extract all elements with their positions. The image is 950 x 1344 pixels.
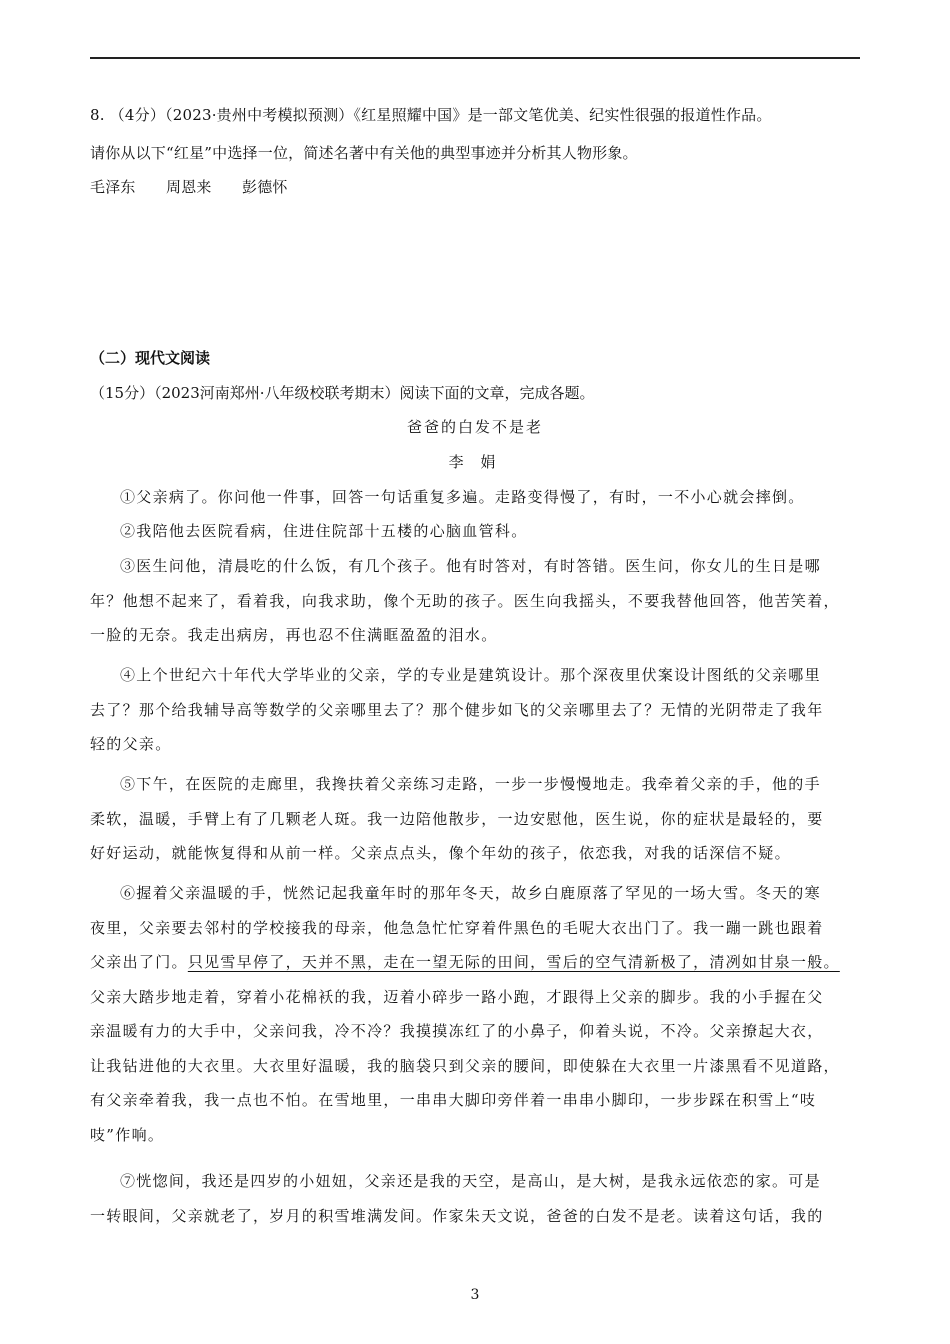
paragraph-2 bbox=[90, 514, 854, 549]
text-line: 柔软，温暖，手臂上有了几颗老人斑。我一边陪他散步，一边安慰他，医生说，你的症状是最轻的，要 bbox=[90, 809, 824, 828]
text-line: 一转眼间，父亲就老了，岁月的积雪堆满发间。作家朱天文说，爸爸的白发不是老。读着这句话，我的 bbox=[90, 1206, 824, 1225]
paragraph-5 bbox=[90, 767, 854, 871]
plain-text: 父亲出了门。 bbox=[90, 953, 188, 971]
paragraph-1 bbox=[90, 480, 854, 515]
text-line: ②我陪他去医院看病，住进住院部十五楼的心脑血管科。 bbox=[120, 522, 528, 540]
section-intro: （15分）（2023河南郑州·八年级校联考期末）阅读下面的文章，完成各题。 bbox=[90, 384, 595, 402]
text-line: ③医生问他，清晨吃的什么饭，有几个孩子。他有时答对，有时答错。医生问，你女儿的生日是哪 bbox=[120, 557, 821, 575]
text-line: ⑦恍惚间，我还是四岁的小妞妞，父亲还是我的天空，是高山，是大树，是我永远依恋的家。可是 bbox=[120, 1172, 821, 1190]
paragraph-3 bbox=[90, 549, 854, 653]
section-title: （二）现代文阅读 bbox=[90, 349, 211, 367]
article-title: 爸爸的白发不是老 bbox=[406, 418, 543, 436]
question-8-line-2: 请你从以下“红星”中选择一位，简述名著中有关他的典型事迹并分析其人物形象。 bbox=[90, 144, 638, 162]
question-8-line-1: 8. （4分）（2023·贵州中考模拟预测）《红星照耀中国》是一部文笔优美、纪实性很强的报道性作品。 bbox=[90, 106, 772, 124]
text-line: ⑤下午，在医院的走廊里，我搀扶着父亲练习走路，一步一步慢慢地走。我牵着父亲的手，他的手 bbox=[120, 775, 821, 793]
text-line: 父亲大踏步地走着，穿着小花棉袄的我，迈着小碎步一路小跑，才跟得上父亲的脚步。我的小手握在父 bbox=[90, 987, 824, 1006]
article-author: 李 娟 bbox=[448, 453, 502, 471]
paragraph-7 bbox=[90, 1164, 854, 1233]
text-line: ①父亲病了。你问他一件事，回答一句话重复多遍。走路变得慢了，有时，一不小心就会摔倒。 bbox=[120, 488, 805, 506]
text-line-with-underline bbox=[90, 945, 854, 980]
text-line: 好好运动，就能恢复得和从前一样。父亲点点头，像个年幼的孩子，依恋我，对我的话深信不疑。 bbox=[90, 844, 791, 862]
paragraph-6 bbox=[90, 876, 854, 1152]
underlined-sentence: 只见雪早停了，天并不黑，走在一望无际的田间，雪后的空气清新极了，清冽如甘泉一般。 bbox=[187, 953, 840, 971]
text-line: 一脸的无奈。我走出病房，再也忍不住满眶盈盈的泪水。 bbox=[90, 626, 498, 644]
text-line: 年？他想不起来了，看着我，向我求助，像个无助的孩子。医生向我摇头，不要我替他回答，他苦笑着， bbox=[90, 591, 840, 610]
text-line: 让我钻进他的大衣里。大衣里好温暖，我的脑袋只到父亲的腰间，即使躲在大衣里一片漆黑看不见道路， bbox=[90, 1056, 840, 1075]
text-line: 有父亲牵着我，我一点也不怕。在雪地里，一串串大脚印旁伴着一串串小脚印，一步步踩在积雪上“吱 bbox=[90, 1091, 817, 1109]
text-line: 吱”作响。 bbox=[90, 1125, 165, 1144]
text-line: 夜里，父亲要去邻村的学校接我的母亲，他急急忙忙穿着件黑色的毛呢大衣出门了。我一蹦一跳也跟着 bbox=[90, 918, 824, 937]
text-line: 去了？那个给我辅导高等数学的父亲哪里去了？那个健步如飞的父亲哪里去了？无情的光阴带走了我年 bbox=[90, 700, 824, 719]
paragraph-4 bbox=[90, 658, 854, 762]
header-rule bbox=[90, 57, 860, 59]
question-8-options: 毛泽东 周恩来 彭德怀 bbox=[90, 178, 288, 196]
text-line: ④上个世纪六十年代大学毕业的父亲，学的专业是建筑设计。那个深夜里伏案设计图纸的父亲哪里 bbox=[120, 666, 821, 684]
text-line: 亲温暖有力的大手中，父亲问我，冷不冷？我摸摸冻红了的小鼻子，仰着头说，不冷。父亲撩起大衣， bbox=[90, 1022, 824, 1040]
page-number: 3 bbox=[470, 1287, 480, 1303]
text-line: 轻的父亲。 bbox=[90, 735, 172, 753]
text-line: ⑥握着父亲温暖的手，恍然记起我童年时的那年冬天，故乡白鹿原落了罕见的一场大雪。冬天的寒 bbox=[120, 884, 821, 902]
